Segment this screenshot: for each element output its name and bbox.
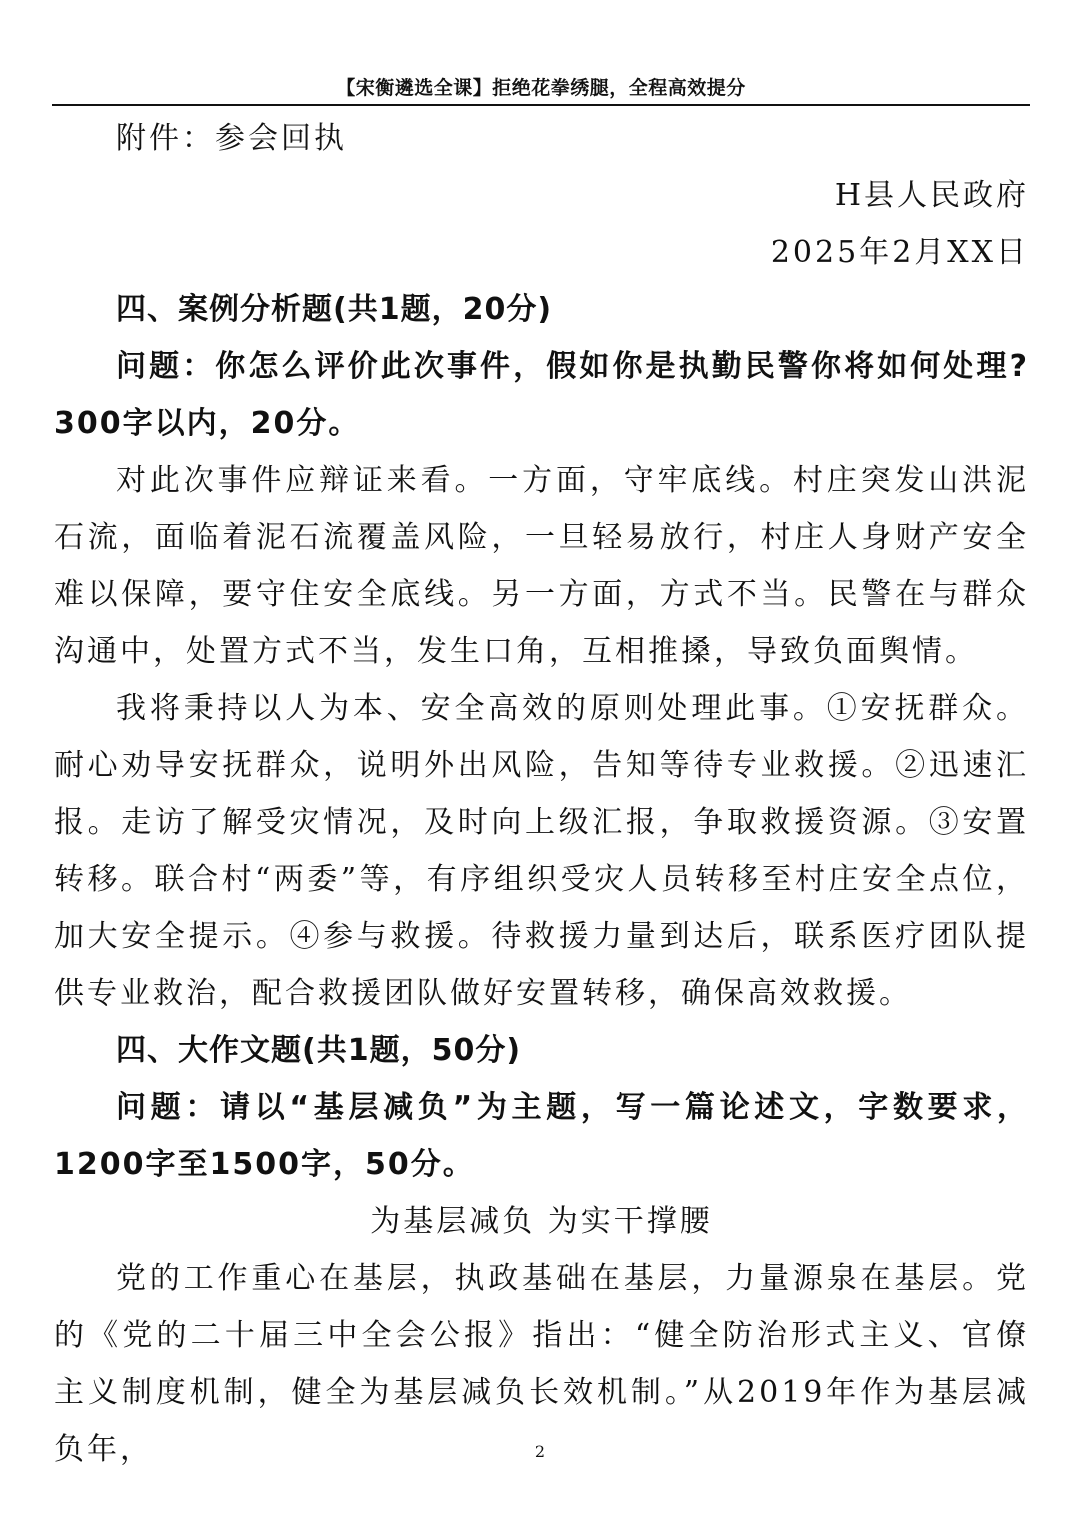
page-header: 【宋衡遴选全课】拒绝花拳绣腿，全程高效提分: [336, 77, 746, 99]
header-divider: [52, 104, 1030, 106]
question-case-analysis: 问题：你怎么评价此次事件，假如你是执勤民警你将如何处理?300字以内，20分。: [54, 349, 1029, 441]
answer-paragraph-2: 我将秉持以人为本、安全高效的原则处理此事。①安抚群众。耐心劝导安抚群众，说明外出风险，告知等待专业救援。②迅速汇报。走访了解受灾情况，及时向上级汇报，争取救援资源。③安置转移。联合村“两委”等，有序组织受灾人员转移至村庄安全点位，加大安全提示。④参与救援。待救援力量到达后，联系医疗团队提供专业救治，配合救援团队做好安置转移，确保高效救援。: [54, 691, 1029, 1011]
essay-title: 为基层减负 为实干撑腰: [370, 1204, 713, 1239]
section-title-essay: 四、大作文题(共1题，50分): [116, 1033, 522, 1068]
document-body: [54, 110, 1029, 1478]
question-essay: 问题：请以“基层减负”为主题，写一篇论述文，字数要求，1200字至1500字，50分。: [54, 1090, 1029, 1182]
essay-paragraph-1: 党的工作重心在基层，执政基础在基层，力量源泉在基层。党的《党的二十届三中全会公报》指出：“健全防治形式主义、官僚主义制度机制，健全为基层减负长效机制。”从2019年作为基层减负年，: [54, 1261, 1029, 1467]
attachment-line: 附件：参会回执: [116, 121, 347, 156]
answer-paragraph-1: 对此次事件应辩证来看。一方面，守牢底线。村庄突发山洪泥石流，面临着泥石流覆盖风险，一旦轻易放行，村庄人身财产安全难以保障，要守住安全底线。另一方面，方式不当。民警在与群众沟通中，处置方式不当，发生口角，互相推搡，导致负面舆情。: [54, 463, 1029, 669]
page-number: 2: [534, 1442, 546, 1461]
signature-org: H县人民政府: [834, 178, 1029, 213]
section-title-case-analysis: 四、案例分析题(共1题，20分): [116, 292, 553, 327]
signature-date: 2025年2月XX日: [770, 235, 1029, 270]
